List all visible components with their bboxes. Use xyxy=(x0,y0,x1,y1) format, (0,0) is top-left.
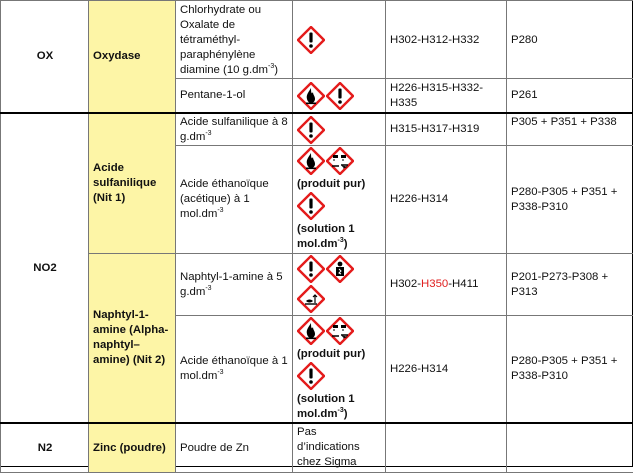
ghs-flame-icon xyxy=(297,317,325,345)
exponent: -3 xyxy=(217,207,223,214)
p-statement-cell: P201-P273-P308 + P313 xyxy=(507,253,633,315)
ghs-exclamation-icon xyxy=(297,362,325,390)
product-cell xyxy=(176,113,293,146)
h-code: H302- xyxy=(390,278,421,290)
table-row xyxy=(1,113,633,146)
product-cell xyxy=(176,145,293,253)
product-name: Chlorhydrate ou Oxalate de tétraméthyl-paraphénylène diamine (10 g.dm xyxy=(180,4,268,76)
solution-text: (solution 1 mol.dm xyxy=(297,393,355,420)
reagent-cell-nit2: Naphtyl-1-amine (Alpha-naphtyl–amine) (Nit 2) xyxy=(89,253,176,423)
h-statement-cell: H315-H317-H319 xyxy=(386,113,507,146)
ghs-corrosion-icon xyxy=(326,317,354,345)
pictogram-cell xyxy=(293,1,386,79)
h-statement-cell: H226-H314 xyxy=(386,145,507,253)
solution-note xyxy=(297,393,355,420)
h-statement-cell xyxy=(386,253,507,315)
exponent: -3 xyxy=(217,369,223,376)
ghs-corrosion-icon xyxy=(326,147,354,175)
pictogram-cell: Pas d’indications chez Sigma xyxy=(293,423,386,473)
exponent: -3 xyxy=(205,130,211,137)
product-name: Acide éthanoïque (acétique) à 1 mol.dm xyxy=(180,178,269,220)
solution-text: (solution 1 mol.dm xyxy=(297,223,355,250)
pictogram-cell xyxy=(293,113,386,146)
p-statement-cell: P280-P305 + P351 + P338-P310 xyxy=(507,315,633,423)
product-cell: Pentane-1-ol xyxy=(176,79,293,113)
product-cell xyxy=(176,253,293,315)
product-name: Acide éthanoïque à 1 mol.dm xyxy=(180,355,288,382)
reagent-cell-oxydase: Oxydase xyxy=(89,1,176,113)
exponent: -3 xyxy=(338,407,344,414)
product-name: Acide sulfanilique à 8 g.dm xyxy=(180,116,288,143)
product-cell xyxy=(176,315,293,423)
solution-note xyxy=(297,223,355,250)
table-row xyxy=(1,1,633,79)
h-statement-cell: H302-H312-H332 xyxy=(386,1,507,79)
paren: ) xyxy=(344,408,348,420)
pure-product-note: (produit pur) xyxy=(297,348,365,360)
product-cell xyxy=(176,1,293,79)
pictogram-cell xyxy=(293,253,386,315)
product-cell: Poudre de Zn xyxy=(176,423,293,473)
table-row xyxy=(1,423,633,473)
p-statement-cell: P261 xyxy=(507,79,633,113)
h-statement-cell: H226-H314 xyxy=(386,315,507,423)
ghs-flame-icon xyxy=(297,147,325,175)
reagent-cell-zinc: Zinc (poudre) xyxy=(89,423,176,473)
ghs-health-hazard-icon xyxy=(326,255,354,283)
paren: ) xyxy=(344,238,348,250)
paren: ) xyxy=(274,64,278,76)
code-cell-ox: OX xyxy=(1,1,89,113)
code-cell-n2: N2 xyxy=(1,423,89,473)
ghs-exclamation-icon xyxy=(297,255,325,283)
h-code-highlight: H350 xyxy=(421,278,448,290)
code-cell-no2: NO2 xyxy=(1,113,89,423)
ghs-exclamation-icon xyxy=(326,82,354,110)
pictogram-cell xyxy=(293,315,386,423)
pictogram-cell xyxy=(293,145,386,253)
exponent: -3 xyxy=(205,285,211,292)
pure-product-note: (produit pur) xyxy=(297,178,365,190)
reagent-cell-nit1: Acide sulfanilique (Nit 1) xyxy=(89,113,176,254)
ghs-exclamation-icon xyxy=(297,26,325,54)
pictogram-cell xyxy=(293,79,386,113)
h-code: -H411 xyxy=(448,278,478,290)
product-name: Naphtyl-1-amine à 5 g.dm xyxy=(180,271,283,298)
ghs-environment-icon xyxy=(297,285,325,313)
p-statement-cell xyxy=(507,423,633,473)
ghs-exclamation-icon xyxy=(297,116,325,144)
h-statement-cell xyxy=(386,423,507,473)
exponent: -3 xyxy=(338,237,344,244)
p-statement-cell: P305 + P351 + P338 xyxy=(507,113,633,146)
p-statement-cell: P280 xyxy=(507,1,633,79)
exponent: -3 xyxy=(268,63,274,70)
p-statement-cell: P280-P305 + P351 + P338-P310 xyxy=(507,145,633,253)
table-row xyxy=(1,253,633,315)
h-statement-cell: H226-H315-H332-H335 xyxy=(386,79,507,113)
ghs-exclamation-icon xyxy=(297,192,325,220)
ghs-flame-icon xyxy=(297,82,325,110)
